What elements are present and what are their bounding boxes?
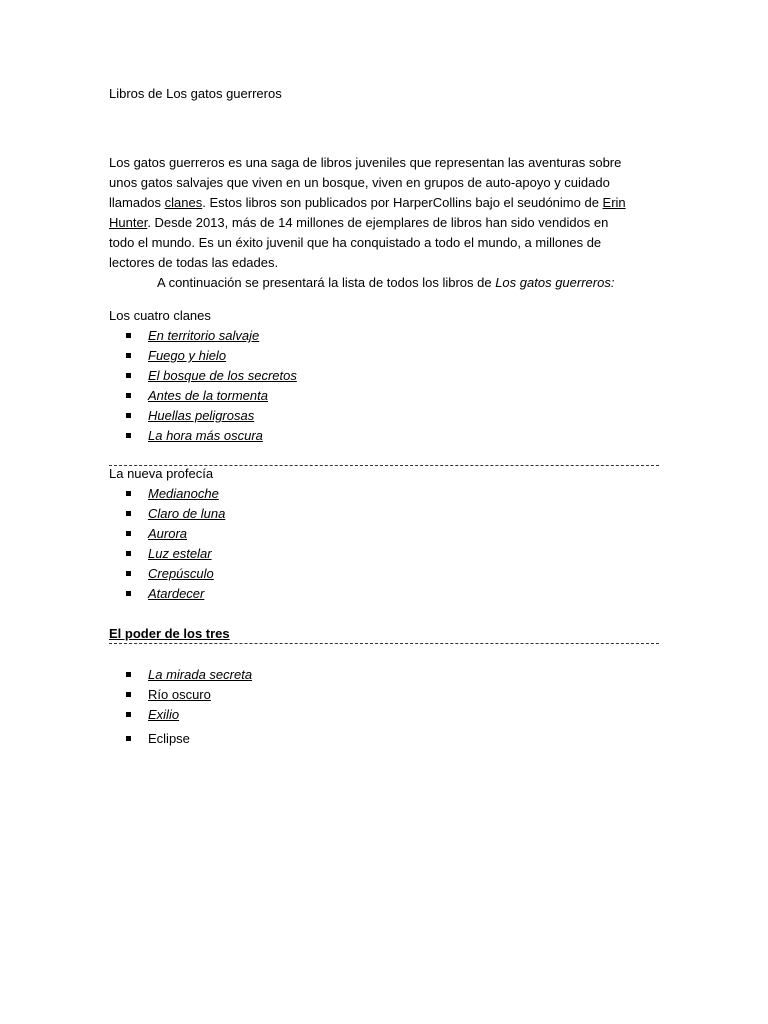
document-title: Libros de Los gatos guerreros [109,86,282,101]
list-item [109,484,225,504]
list-item [109,386,297,406]
book-link[interactable]: La hora más oscura [148,428,263,443]
bullet-icon [126,353,131,358]
list-item [109,346,297,366]
section-title-cuatro-clanes: Los cuatro clanes [109,308,211,323]
book-list-nueva-profecia [109,484,225,604]
section-title-nueva-profecia: La nueva profecía [109,466,214,481]
book-link[interactable]: Crepúsculo [148,566,214,581]
list-item [109,725,252,749]
bullet-icon [126,531,131,536]
list-item [109,326,297,346]
bullet-icon [126,373,131,378]
list-item [109,665,252,685]
book-link[interactable]: Fuego y hielo [148,348,227,363]
book-link[interactable]: Medianoche [148,486,219,501]
book-list-cuatro-clanes [109,326,297,446]
book-title: Eclipse [148,731,190,746]
list-item [109,564,225,584]
list-item [109,426,297,446]
bullet-icon [126,511,131,516]
bullet-icon [126,413,131,418]
bullet-icon [126,491,131,496]
bullet-icon [126,591,131,596]
bullet-icon [126,692,131,697]
bullet-icon [126,712,131,717]
book-link[interactable]: Aurora [148,526,188,541]
bullet-icon [126,672,131,677]
book-link[interactable]: Antes de la tormenta [148,388,268,403]
book-link[interactable]: En territorio salvaje [148,328,260,343]
list-intro-italic: Los gatos guerreros: [495,275,615,290]
book-link[interactable]: Luz estelar [148,546,212,561]
list-item [109,524,225,544]
section-divider [109,643,659,644]
section-title-poder-tres: El poder de los tres [109,626,230,641]
author-link[interactable]: Erin Hunter [109,195,626,230]
list-item [109,705,252,725]
bullet-icon [126,433,131,438]
list-item [109,584,225,604]
intro-paragraph [109,153,629,293]
list-item [109,544,225,564]
intro-text-2: . Estos libros son publicados por HarperCollins bajo el seudónimo de [202,195,603,210]
book-link[interactable]: La mirada secreta [148,667,253,682]
bullet-icon [126,333,131,338]
bullet-icon [126,571,131,576]
clanes-link[interactable]: clanes [164,195,203,210]
book-link[interactable]: Atardecer [148,586,205,601]
book-link[interactable]: Río oscuro [148,687,211,702]
list-item [109,366,297,386]
bullet-icon [126,736,131,741]
book-list-poder-tres [109,665,252,749]
list-intro-text: A continuación se presentará la lista de todos los libros de [157,275,496,290]
book-link[interactable]: Claro de luna [148,506,226,521]
intro-text-3: . Desde 2013, más de 14 millones de ejemplares de libros han sido vendidos en todo el mundo. Es un éxito juvenil que ha conquistado a todo el mundo, a millones de lectores de todas las edades. [109,215,609,270]
list-item [109,406,297,426]
book-link[interactable]: Exilio [148,707,180,722]
book-link[interactable]: Huellas peligrosas [148,408,255,423]
intro-text-1: Los gatos guerreros es una saga de libros juveniles que representan las aventuras sobre unos gatos salvajes que viven en un bosque, viven en grupos de auto-apoyo y cuidado llamados [109,155,622,210]
list-item [109,504,225,524]
list-item [109,685,252,705]
book-link[interactable]: El bosque de los secretos [148,368,297,383]
bullet-icon [126,551,131,556]
bullet-icon [126,393,131,398]
